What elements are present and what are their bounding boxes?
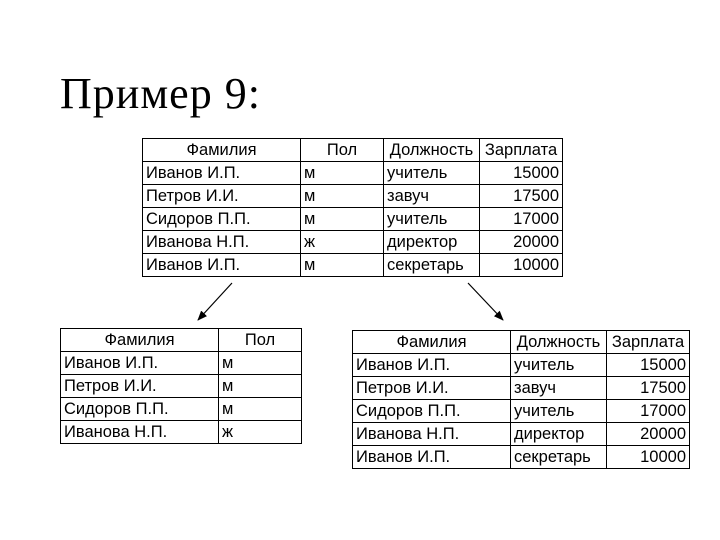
cell-surname: Петров И.И. <box>143 185 301 208</box>
cell-surname: Иванов И.П. <box>143 254 301 277</box>
cell-position: директор <box>511 423 607 446</box>
table-row <box>61 375 302 398</box>
cell-gender: м <box>301 208 384 231</box>
cell-gender: м <box>219 375 302 398</box>
cell-surname: Сидоров П.П. <box>61 398 219 421</box>
cell-surname: Иванова Н.П. <box>143 231 301 254</box>
cell-position: учитель <box>511 354 607 377</box>
table-row <box>353 446 690 469</box>
table-row <box>353 400 690 423</box>
column-header: Фамилия <box>353 331 511 354</box>
cell-surname: Иванов И.П. <box>353 446 511 469</box>
cell-gender: м <box>219 398 302 421</box>
cell-salary: 10000 <box>480 254 563 277</box>
column-header: Пол <box>219 329 302 352</box>
cell-position: учитель <box>511 400 607 423</box>
cell-surname: Иванов И.П. <box>143 162 301 185</box>
arrow-right <box>468 283 503 320</box>
cell-salary: 17000 <box>607 400 690 423</box>
cell-position: учитель <box>384 208 480 231</box>
table-row <box>353 377 690 400</box>
cell-gender: ж <box>301 231 384 254</box>
projection-table-gender <box>60 328 302 444</box>
table-header-row <box>353 331 690 354</box>
cell-salary: 10000 <box>607 446 690 469</box>
cell-salary: 17500 <box>480 185 563 208</box>
column-header: Зарплата <box>480 139 563 162</box>
cell-surname: Иванов И.П. <box>61 352 219 375</box>
cell-gender: м <box>301 162 384 185</box>
cell-gender: м <box>219 352 302 375</box>
cell-surname: Иванова Н.П. <box>353 423 511 446</box>
column-header: Фамилия <box>143 139 301 162</box>
column-header: Пол <box>301 139 384 162</box>
cell-position: завуч <box>384 185 480 208</box>
cell-position: секретарь <box>384 254 480 277</box>
cell-salary: 15000 <box>607 354 690 377</box>
table-row <box>353 354 690 377</box>
cell-salary: 17500 <box>607 377 690 400</box>
cell-position: учитель <box>384 162 480 185</box>
cell-gender: м <box>301 185 384 208</box>
cell-salary: 20000 <box>480 231 563 254</box>
table-row <box>353 423 690 446</box>
cell-position: завуч <box>511 377 607 400</box>
column-header: Должность <box>384 139 480 162</box>
cell-salary: 17000 <box>480 208 563 231</box>
cell-surname: Петров И.И. <box>353 377 511 400</box>
cell-gender: м <box>301 254 384 277</box>
cell-surname: Сидоров П.П. <box>353 400 511 423</box>
table-row <box>61 421 302 444</box>
cell-salary: 20000 <box>607 423 690 446</box>
page-title: Пример 9: <box>60 69 261 118</box>
cell-gender: ж <box>219 421 302 444</box>
column-header: Должность <box>511 331 607 354</box>
projection-table-salary <box>352 330 690 469</box>
table-row <box>61 352 302 375</box>
cell-surname: Иванов И.П. <box>353 354 511 377</box>
table-header-row <box>61 329 302 352</box>
cell-surname: Иванова Н.П. <box>61 421 219 444</box>
column-header: Зарплата <box>607 331 690 354</box>
cell-position: директор <box>384 231 480 254</box>
cell-position: секретарь <box>511 446 607 469</box>
arrow-left <box>198 283 232 320</box>
table-row <box>61 398 302 421</box>
cell-salary: 15000 <box>480 162 563 185</box>
column-header: Фамилия <box>61 329 219 352</box>
cell-surname: Петров И.И. <box>61 375 219 398</box>
cell-surname: Сидоров П.П. <box>143 208 301 231</box>
